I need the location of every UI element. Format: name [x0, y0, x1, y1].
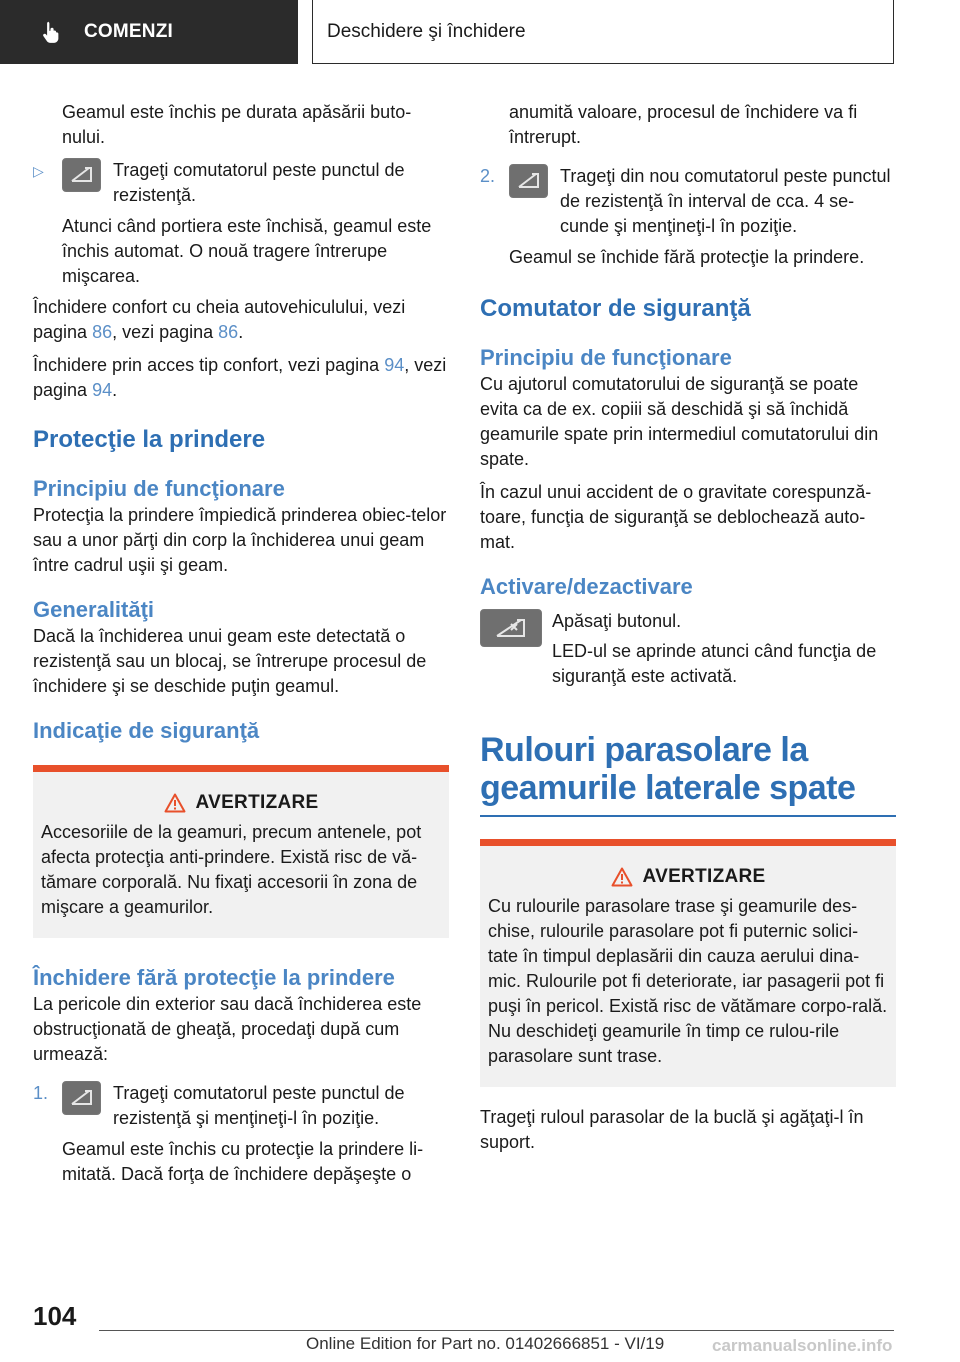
right-column [480, 100, 896, 1155]
sunblind-text: Trageţi ruloul parasolar de la buclă şi agăţaţi-l în suport. [480, 1106, 864, 1152]
comfort-access-paragraph: Închidere prin acces tip confort, vezi pagina 94, vezi pagina 94. [33, 355, 447, 400]
warning-text: Accesoriile de la geamuri, precum antenele, pot afecta protecţia anti-prindere. Există risc de vă‐tămare corporală. Nu fixaţi accesorii în zona de mişcare a geamurilor. [41, 822, 422, 917]
principle-text: Protecţia la prindere împiedică prinderea obiec‐telor sau a unor părţi din corp la închiderea unui geam între cadrul uşii şi geam. [33, 505, 447, 575]
led-text: LED-ul se aprinde atunci când funcţia de siguranţă este activată. [552, 641, 877, 686]
page-link[interactable]: 86 [218, 322, 239, 342]
window-switch-icon [62, 1081, 101, 1115]
heading-protection: Protecţie la prindere [33, 426, 266, 453]
continuation-text: anumită valoare, procesul de închidere va fi întrerupt. [509, 102, 858, 147]
section-label: COMENZI [84, 21, 174, 42]
heading-no-protection: Închidere fără protecţie la prindere [33, 965, 395, 990]
warning-box [33, 765, 449, 938]
left-column [33, 100, 449, 1187]
window-switch-icon [509, 164, 548, 198]
press-button-text: Apăsaţi butonul. [552, 611, 682, 631]
heading-rule [480, 815, 896, 817]
general-text: Dacă la închiderea unui geam este detectată o rezistenţă sau un blocaj, se întrerupe procesul de închidere şi se deschide puţin geamul. [33, 626, 427, 696]
watermark: carmanualsonline.info [712, 1336, 893, 1355]
heading-activation: Activare/dezactivare [480, 574, 693, 599]
footer-rule [99, 1330, 894, 1331]
edition-text: Online Edition for Part no. 01402666851 - VI/19 [306, 1334, 665, 1353]
warning-box [480, 839, 896, 1087]
page-link[interactable]: 86 [92, 322, 113, 342]
page-link[interactable]: 94 [92, 380, 113, 400]
step-1 [33, 1081, 449, 1187]
step-text: Trageţi din nou comutatorul peste punctul de rezistenţă în interval de cca. 4 se‐cunde şi menţineţi-l în poziţie. [560, 166, 891, 236]
heading-safety: Indicaţie de siguranţă [33, 718, 260, 743]
child-lock-switch-icon [480, 609, 542, 647]
paragraph: Geamul este închis pe durata apăsării buto‐nului. [62, 102, 412, 147]
comfort-key-paragraph: Închidere confort cu cheia autovehiculului, vezi pagina 86, vezi pagina 86. [33, 297, 406, 342]
principle-text-1: Cu ajutorul comutatorului de siguranţă se poate evita ca de ex. copiii să deschidă şi să închidă geamurile spate prin intermediul comutatorului din spate. [480, 374, 879, 469]
bullet-text: Trageţi comutatorul peste punctul de rezistenţă. [113, 160, 405, 205]
step-text: Trageţi comutatorul peste punctul de rezistenţă şi menţineţi-l în poziţie. [113, 1083, 405, 1128]
warning-title: AVERTIZARE [642, 865, 766, 887]
page-number: 104 [33, 1301, 77, 1331]
heading-general: Generalităţi [33, 597, 155, 622]
heading-safety-switch: Comutator de siguranţă [480, 295, 751, 322]
warning-title: AVERTIZARE [195, 792, 319, 813]
triangle-bullet-icon: ▷ [33, 163, 44, 179]
step-2 [480, 164, 896, 270]
bullet-followup: Atunci când portiera este închisă, geamul este închis automat. O nouă tragere întrerupe mişcarea. [62, 216, 432, 286]
warning-text: Cu rulourile parasolare trase şi geamurile des‐chise, rulourile parasolare pot fi puternic solici‐tate în timpul deplasării din cauza aerului dina‐mic. Rulourile pot fi deteriorate, iar pasagerii pot fi puşi în pericol. Există risc de vătămare corpo‐rală. Nu deschideţi geamurile în timp ce rulou‐rile parasolare sunt trase. [488, 895, 888, 1066]
chapter-title-box [312, 0, 894, 64]
step-number: 2. [480, 166, 496, 186]
hand-pointer-icon [38, 19, 64, 45]
warning-triangle-icon [611, 867, 633, 887]
principle-text-2: În cazul unui accident de o gravitate corespunză‐toare, funcţia de siguranţă se deblochează auto‐mat. [480, 482, 872, 552]
heading-sunblinds: Rulouri parasolare la geamurile laterale spate [480, 731, 856, 807]
heading-principle: Principiu de funcţionare [480, 345, 732, 370]
section-tab [0, 0, 298, 64]
chapter-title: Deschidere şi închidere [327, 20, 526, 42]
no-protection-text: La pericole din exterior sau dacă închiderea este obstrucţionată de gheaţă, procedaţi după cum urmează: [33, 994, 422, 1064]
warning-triangle-icon [164, 793, 186, 813]
heading-principle: Principiu de funcţionare [33, 476, 285, 501]
bullet-step [33, 158, 449, 289]
page-link[interactable]: 94 [384, 355, 405, 375]
step-followup: Geamul se închide fără protecţie la prindere. [509, 247, 865, 267]
window-switch-icon [62, 158, 101, 192]
step-number: 1. [33, 1083, 49, 1103]
step-followup: Geamul este închis cu protecţie la prindere li‐mitată. Dacă forţa de închidere depăşeşte o [62, 1139, 424, 1184]
